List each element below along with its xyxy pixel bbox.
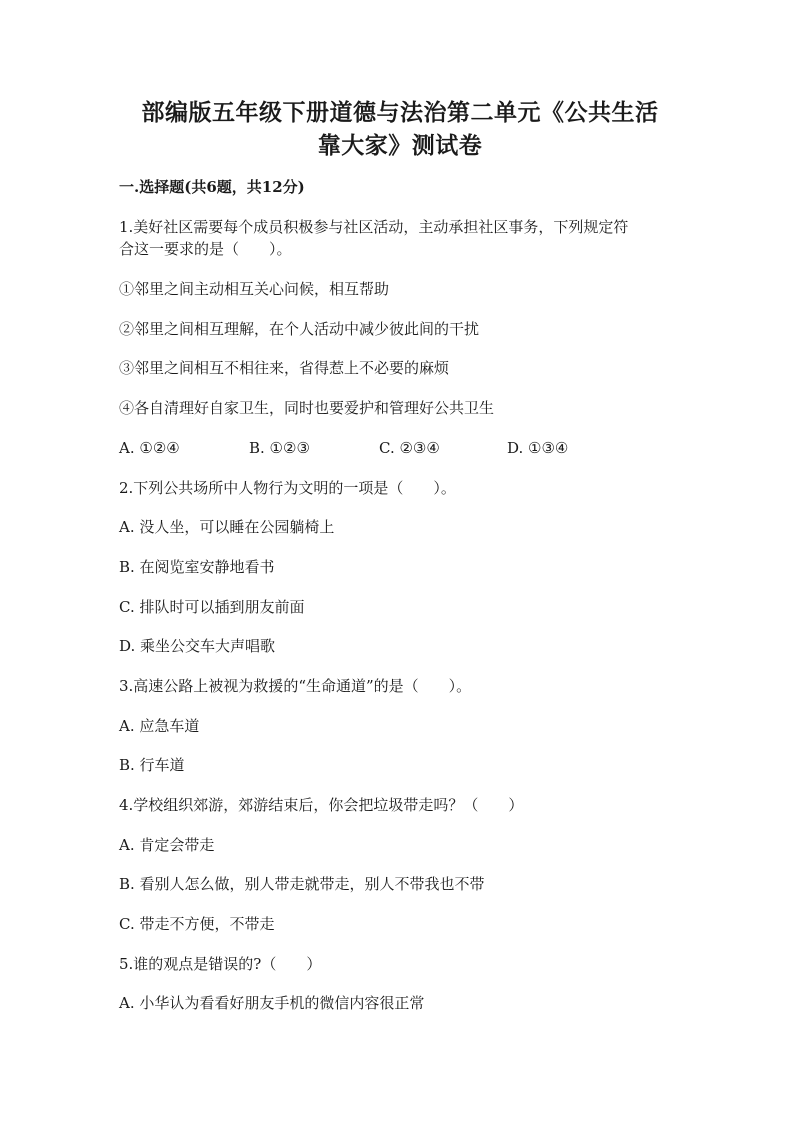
question-1-option-a: A. ①②④ bbox=[119, 439, 180, 457]
question-1-option-c: C. ②③④ bbox=[379, 439, 440, 457]
question-1-item-4: ④各自清理好自家卫生，同时也要爱护和管理好公共卫生 bbox=[119, 399, 495, 417]
question-5-option-a: A. 小华认为看看好朋友手机的微信内容很正常 bbox=[119, 994, 425, 1012]
question-1-stem-line-1: 1.美好社区需要每个成员积极参与社区活动，主动承担社区事务，下列规定符 bbox=[119, 218, 629, 236]
question-2-stem: 2.下列公共场所中人物行为文明的一项是（ ）。 bbox=[119, 479, 456, 497]
question-3-option-b: B. 行车道 bbox=[119, 756, 185, 774]
question-3-stem: 3.高速公路上被视为救援的“生命通道”的是（ ）。 bbox=[119, 677, 472, 695]
question-4-option-a: A. 肯定会带走 bbox=[119, 836, 215, 854]
question-2-option-b: B. 在阅览室安静地看书 bbox=[119, 558, 275, 576]
question-4-option-c: C. 带走不方便，不带走 bbox=[119, 915, 275, 933]
question-1-options bbox=[119, 437, 679, 459]
question-1-item-1: ①邻里之间主动相互关心问候，相互帮助 bbox=[119, 280, 390, 298]
question-5-stem: 5.谁的观点是错误的?（ ） bbox=[119, 955, 322, 973]
question-4-option-b: B. 看别人怎么做，别人带走就带走，别人不带我也不带 bbox=[119, 875, 485, 893]
question-1-item-3: ③邻里之间相互不相往来，省得惹上不必要的麻烦 bbox=[119, 359, 450, 377]
question-2-option-c: C. 排队时可以插到朋友前面 bbox=[119, 598, 305, 616]
page-title-line-1: 部编版五年级下册道德与法治第二单元《公共生活 bbox=[141, 99, 659, 126]
section-heading: 一.选择题(共6题，共12分) bbox=[119, 178, 305, 196]
question-1-option-d: D. ①③④ bbox=[507, 439, 569, 457]
question-1-item-2: ②邻里之间相互理解，在个人活动中减少彼此间的干扰 bbox=[119, 320, 480, 338]
question-2-option-d: D. 乘坐公交车大声唱歌 bbox=[119, 637, 276, 655]
question-1-option-b: B. ①②③ bbox=[249, 439, 310, 457]
question-2-option-a: A. 没人坐，可以睡在公园躺椅上 bbox=[119, 518, 335, 536]
question-4-stem: 4.学校组织郊游，郊游结束后，你会把垃圾带走吗？（ ） bbox=[119, 796, 524, 814]
question-3-option-a: A. 应急车道 bbox=[119, 717, 200, 735]
question-1-stem-line-2: 合这一要求的是（ ）。 bbox=[119, 240, 292, 258]
page-title-line-2: 靠大家》测试卷 bbox=[317, 132, 483, 159]
